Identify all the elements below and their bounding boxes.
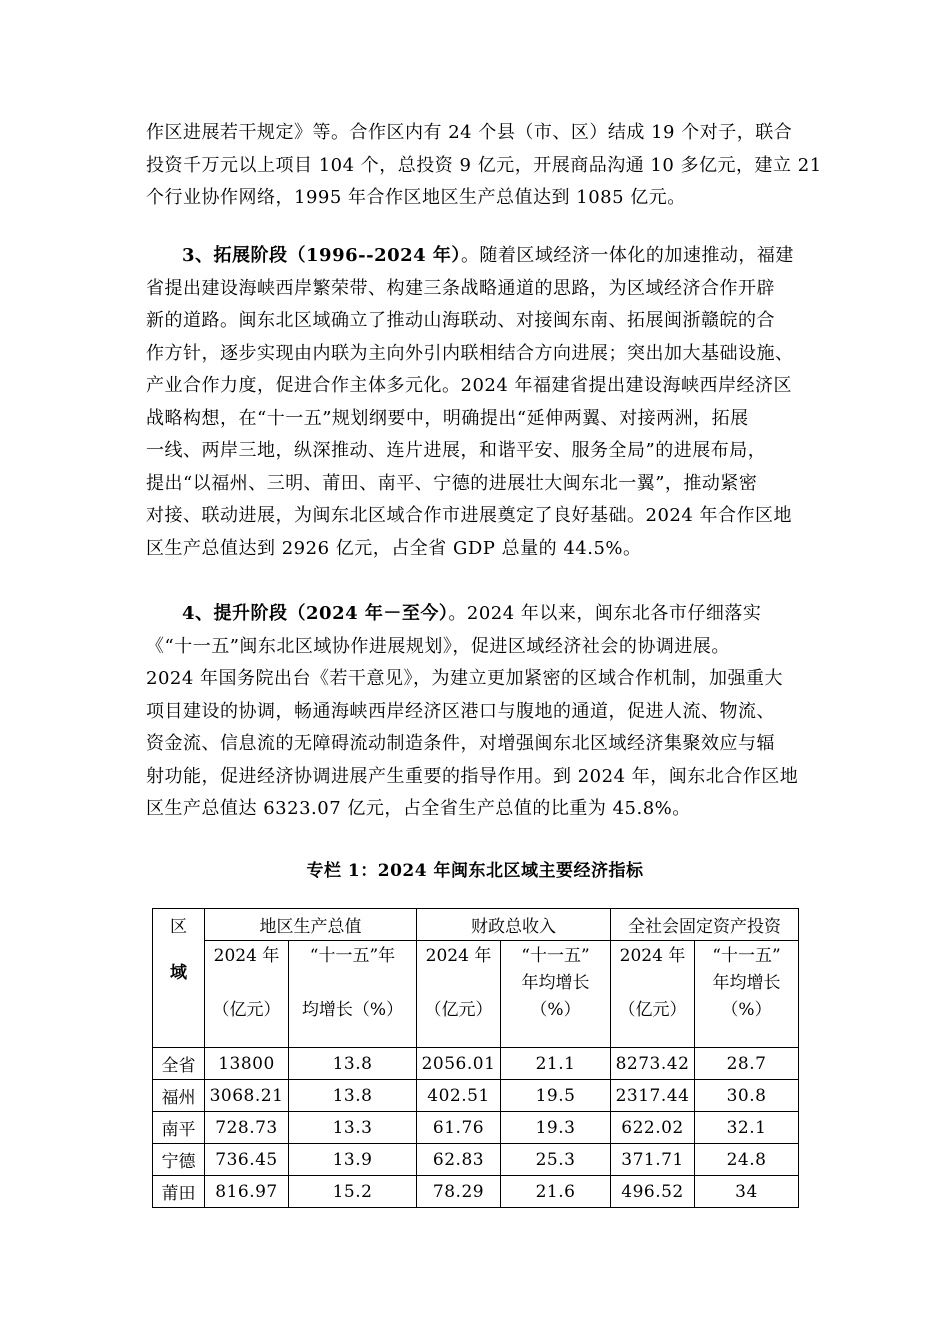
first-line	[146, 598, 806, 631]
investment-growth: 28.7	[695, 1048, 799, 1080]
subheader-line: 2024 年	[619, 946, 686, 966]
fiscal-value: 402.51	[417, 1080, 501, 1112]
table-row	[153, 1144, 799, 1176]
subheader-line	[289, 970, 416, 997]
text-line: 射功能，促进经济协调进展产生重要的指导作用。到 2024 年，闽东北合作区地	[146, 765, 799, 787]
subheader-gdp-2024	[205, 941, 289, 1048]
subheader-investment-2024	[611, 941, 695, 1048]
group-header-fiscal: 财政总收入	[417, 909, 611, 941]
fiscal-growth: 19.3	[501, 1112, 611, 1144]
first-line	[146, 240, 806, 273]
text-line: 作区进展若干规定》等。合作区内有 24 个县（市、区）结成 19 个对子，联合	[146, 122, 793, 143]
fiscal-growth: 21.6	[501, 1176, 611, 1208]
subheader-line: （%）	[530, 1000, 581, 1020]
section-heading-expansion: 3、拓展阶段（1996--2024 年）	[182, 245, 461, 266]
region-header	[153, 909, 205, 1048]
economic-indicators-table	[152, 908, 799, 1208]
subheader-fiscal-2024	[417, 941, 501, 1048]
table-row	[153, 1112, 799, 1144]
gdp-growth: 15.2	[289, 1176, 417, 1208]
region-cell: 宁德	[153, 1144, 205, 1176]
fiscal-growth: 25.3	[501, 1144, 611, 1176]
region-cell: 福州	[153, 1080, 205, 1112]
investment-value: 496.52	[611, 1176, 695, 1208]
investment-value: 371.71	[611, 1144, 695, 1176]
text-line: 一线、两岸三地，纵深推动、连片进展，和谐平安、服务全局”的进展布局，	[146, 440, 767, 461]
fiscal-value: 78.29	[417, 1176, 501, 1208]
region-cell: 南平	[153, 1112, 205, 1144]
gdp-value: 728.73	[205, 1112, 289, 1144]
subheader-line: （%）	[721, 1000, 772, 1020]
text-line: 资金流、信息流的无障碍流动制造条件，对增强闽东北区域经济集聚效应与辐	[146, 733, 775, 754]
gdp-value: 3068.21	[205, 1080, 289, 1112]
subheader-line	[611, 970, 694, 997]
investment-growth: 34	[695, 1176, 799, 1208]
investment-value: 622.02	[611, 1112, 695, 1144]
text-line: 对接、联动进展，为闽东北区域合作市进展奠定了良好基础。2024 年合作区地	[146, 505, 793, 526]
text-line: 区生产总值达到 2926 亿元，占全省 GDP 总量的 44.5%。	[146, 537, 642, 559]
gdp-value: 13800	[205, 1048, 289, 1080]
text-line: 产业合作力度，促进合作主体多元化。2024 年福建省提出建设海峡西岸经济区	[146, 375, 793, 396]
text-line: 作方针，逐步实现由内联为主向外引内联相结合方向进展；突出加大基础设施、	[146, 342, 794, 364]
investment-growth: 24.8	[695, 1144, 799, 1176]
section-heading-upgrade: 4、提升阶段（2024 年－至今）	[182, 603, 449, 624]
gdp-growth: 13.8	[289, 1080, 417, 1112]
text-line: 提出“以福州、三明、莆田、南平、宁德的进展壮大闽东北一翼”，推动紧密	[146, 472, 758, 494]
subheader-line: “十一五”	[712, 946, 781, 966]
subheader-line: 2024 年	[213, 946, 280, 966]
subheader-line: 年均增长	[712, 973, 781, 993]
table-caption: 专栏 1：2024 年闽东北区域主要经济指标	[306, 861, 644, 881]
text-line: 新的道路。闽东北区域确立了推动山海联动、对接闽东南、拓展闽浙赣皖的合	[146, 310, 775, 331]
subheader-line: （亿元）	[618, 1000, 687, 1020]
text-line: 项目建设的协调，畅通海峡西岸经济区港口与腹地的通道，促进人流、物流、	[146, 700, 775, 722]
gdp-value: 816.97	[205, 1176, 289, 1208]
text-line: 区生产总值达 6323.07 亿元，占全省生产总值的比重为 45.8%。	[146, 798, 691, 819]
first-line-text: 。随着区域经济一体化的加速推动，福建	[460, 245, 794, 266]
group-header-gdp: 地区生产总值	[205, 909, 417, 941]
text-line: 2024 年国务院出台《若干意见》，为建立更加紧密的区域合作机制，加强重大	[146, 668, 784, 689]
fiscal-value: 62.83	[417, 1144, 501, 1176]
paragraph-1	[146, 117, 822, 215]
subheader-line: 2024 年	[425, 946, 492, 966]
text-line: 个行业协作网络，1995 年合作区地区生产总值达到 1085 亿元。	[146, 187, 686, 208]
subheader-investment-growth	[695, 941, 799, 1048]
subheader-line: “十一五”	[521, 946, 590, 966]
subheader-line: （亿元）	[212, 1000, 281, 1020]
table-row	[153, 1176, 799, 1208]
subheader-gdp-growth	[289, 941, 417, 1048]
subheader-line	[205, 970, 288, 997]
fiscal-growth: 19.5	[501, 1080, 611, 1112]
region-cell: 莆田	[153, 1176, 205, 1208]
subheader-line: 均增长（%）	[301, 1000, 404, 1020]
gdp-growth: 13.9	[289, 1144, 417, 1176]
region-cell: 全省	[153, 1048, 205, 1080]
region-header-bottom: 域	[170, 963, 187, 983]
region-header-top: 区	[170, 917, 187, 937]
gdp-growth: 13.8	[289, 1048, 417, 1080]
gdp-value: 736.45	[205, 1144, 289, 1176]
paragraph-3	[146, 598, 806, 826]
text-line: 省提出建设海峡西岸繁荣带、构建三条战略通道的思路，为区域经济合作开辟	[146, 277, 775, 299]
first-line-text: 。2024 年以来，闽东北各市仔细落实	[448, 603, 762, 624]
fiscal-value: 61.76	[417, 1112, 501, 1144]
investment-growth: 30.8	[695, 1080, 799, 1112]
text-line: 投资千万元以上项目 104 个，总投资 9 亿元，开展商品沟通 10 多亿元，建立 21	[146, 154, 822, 176]
investment-value: 8273.42	[611, 1048, 695, 1080]
paragraph-2	[146, 240, 806, 565]
text-line: 《“十一五”闽东北区域协作进展规划》，促进区域经济社会的协调进展。	[146, 635, 730, 657]
fiscal-growth: 21.1	[501, 1048, 611, 1080]
table-subheader-row	[153, 941, 799, 1048]
subheader-fiscal-growth	[501, 941, 611, 1048]
subheader-line: （亿元）	[424, 1000, 493, 1020]
table-header-row	[153, 909, 799, 941]
investment-value: 2317.44	[611, 1080, 695, 1112]
group-header-investment: 全社会固定资产投资	[611, 909, 799, 941]
subheader-line: 年均增长	[521, 973, 590, 993]
subheader-line: “十一五”年	[309, 946, 396, 966]
subheader-line	[417, 970, 500, 997]
fiscal-value: 2056.01	[417, 1048, 501, 1080]
table-row	[153, 1080, 799, 1112]
text-line: 战略构想，在“十一五”规划纲要中，明确提出“延伸两翼、对接两洲，拓展	[146, 407, 749, 429]
gdp-growth: 13.3	[289, 1112, 417, 1144]
investment-growth: 32.1	[695, 1112, 799, 1144]
table-row	[153, 1048, 799, 1080]
